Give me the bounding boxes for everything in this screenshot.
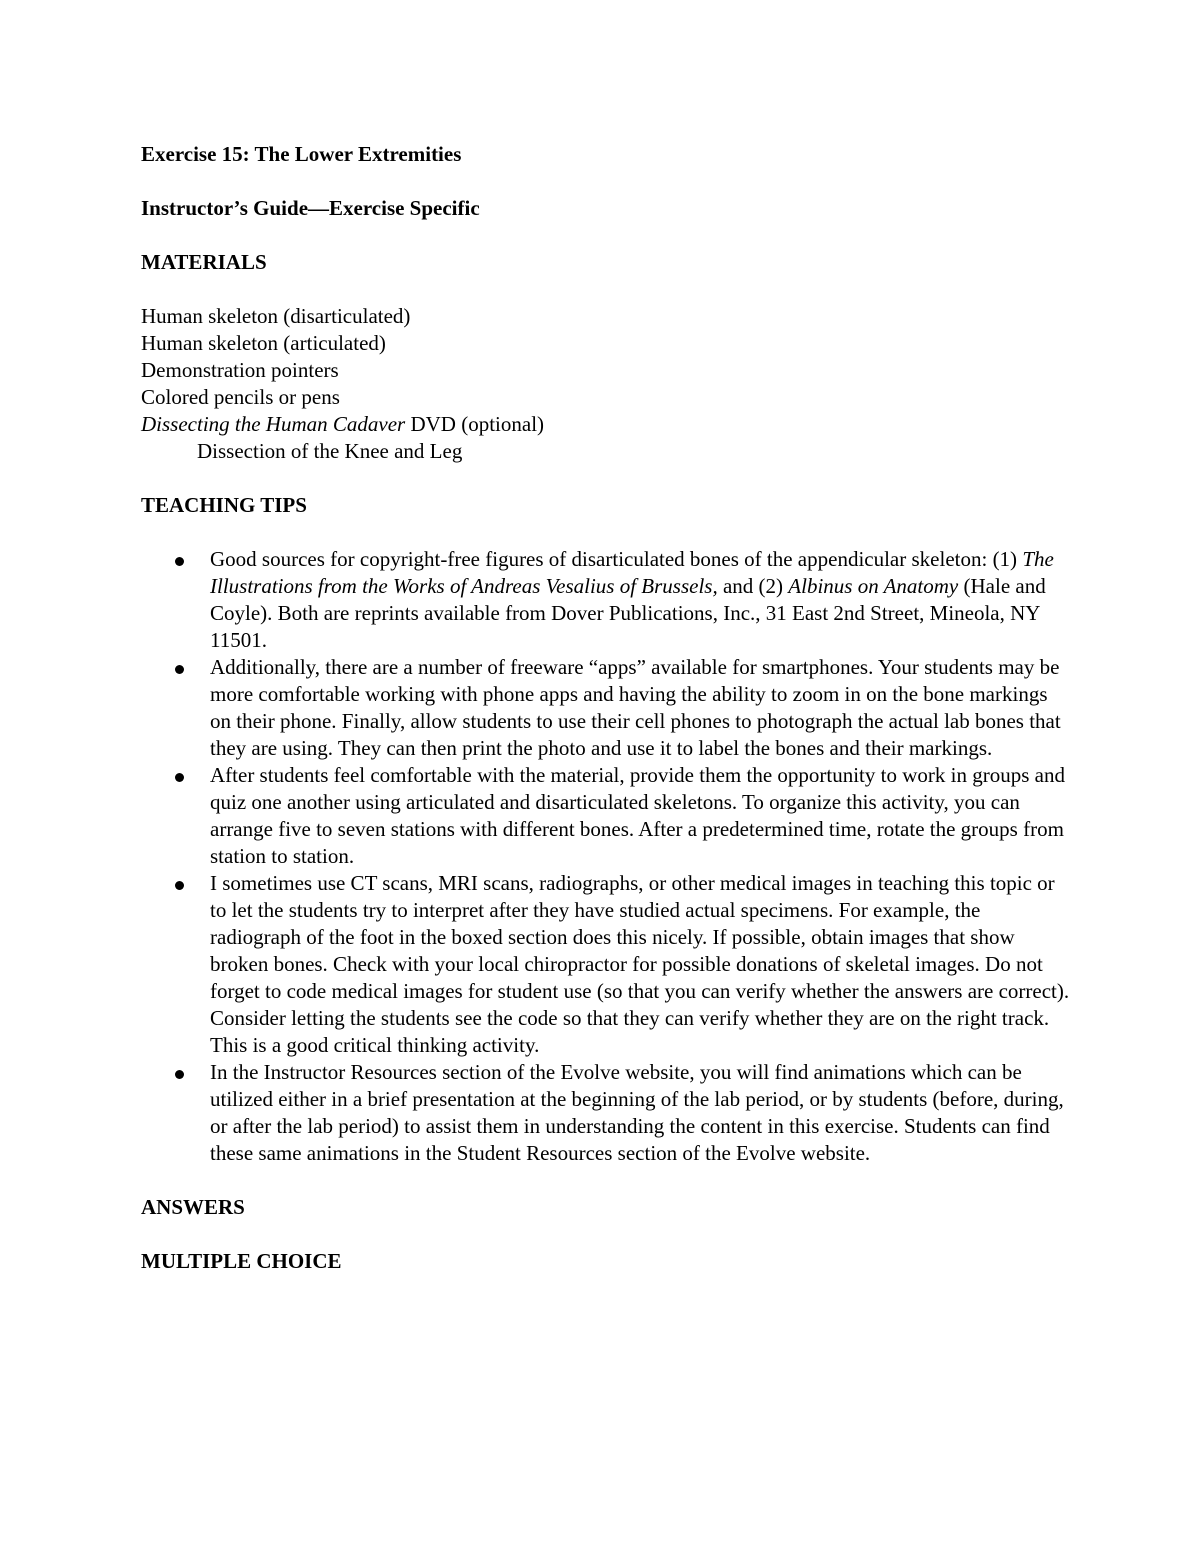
materials-list (141, 303, 1071, 465)
tip-item: Good sources for copyright-free figures of disarticulated bones of the appendicular skeleton: (1) The Illustrations from the Works of Andreas Vesalius of Brussels, and (2) Albinus on Anatomy (Hale and Coyle). Both are reprints available from Dover Publications, Inc., 31 East 2nd Street, Mineola, NY 11501. (141, 546, 1071, 654)
bullet-icon (175, 773, 184, 782)
multiple-choice-heading: MULTIPLE CHOICE (141, 1249, 342, 1273)
tip-item: After students feel comfortable with the material, provide them the opportunity to work in groups and quiz one another using articulated and disarticulated skeletons. To organize this activity, you can arrange five to seven stations with different bones. After a predetermined time, rotate the groups from station to station. (141, 762, 1071, 870)
tip-item: Additionally, there are a number of freeware “apps” available for smartphones. Your students may be more comfortable working with phone apps and having the ability to zoom in on the bone markings on their phone. Finally, allow students to use their cell phones to photograph the actual lab bones that they are using. They can then print the photo and use it to label the bones and their markings. (141, 654, 1071, 762)
tip-item: In the Instructor Resources section of the Evolve website, you will find animations which can be utilized either in a brief presentation at the beginning of the lab period, or by students (before, during, or after the lab period) to assist them in understanding the content in this exercise. Students can find these same animations in the Student Resources section of the Evolve website. (141, 1059, 1071, 1167)
bullet-icon (175, 665, 184, 674)
materials-dvd-subitem: Dissection of the Knee and Leg (197, 439, 463, 463)
teaching-tips-list (141, 546, 1071, 1167)
bullet-icon (175, 557, 184, 566)
dvd-suffix: DVD (optional) (405, 412, 545, 436)
exercise-title: Exercise 15: The Lower Extremities (141, 142, 462, 166)
bullet-icon (175, 1070, 184, 1079)
dvd-title: Dissecting the Human Cadaver (141, 412, 406, 436)
materials-dvd-item (141, 411, 1071, 438)
book-title: Albinus on Anatomy (788, 574, 959, 598)
materials-item: Demonstration pointers (141, 358, 339, 382)
materials-heading: MATERIALS (141, 250, 267, 274)
materials-item: Human skeleton (disarticulated) (141, 304, 411, 328)
answers-heading: ANSWERS (141, 1195, 245, 1219)
teaching-tips-heading: TEACHING TIPS (141, 493, 307, 517)
guide-subtitle: Instructor’s Guide—Exercise Specific (141, 196, 480, 220)
tip-item: I sometimes use CT scans, MRI scans, radiographs, or other medical images in teaching this topic or to let the students try to interpret after they have studied actual specimens. For example, the radiograph of the foot in the boxed section does this nicely. If possible, obtain images that show broken bones. Check with your local chiropractor for possible donations of skeletal images. Do not forget to code medical images for student use (so that you can verify whether the answers are correct). Consider letting the students see the code so that they can verify whether they are on the right track. This is a good critical thinking activity. (141, 870, 1071, 1059)
materials-item: Colored pencils or pens (141, 385, 340, 409)
book-title: The Illustrations from the Works of Andreas Vesalius of Brussels, (210, 547, 1054, 598)
bullet-icon (175, 881, 184, 890)
materials-item: Human skeleton (articulated) (141, 331, 386, 355)
document-page (141, 141, 1071, 1302)
